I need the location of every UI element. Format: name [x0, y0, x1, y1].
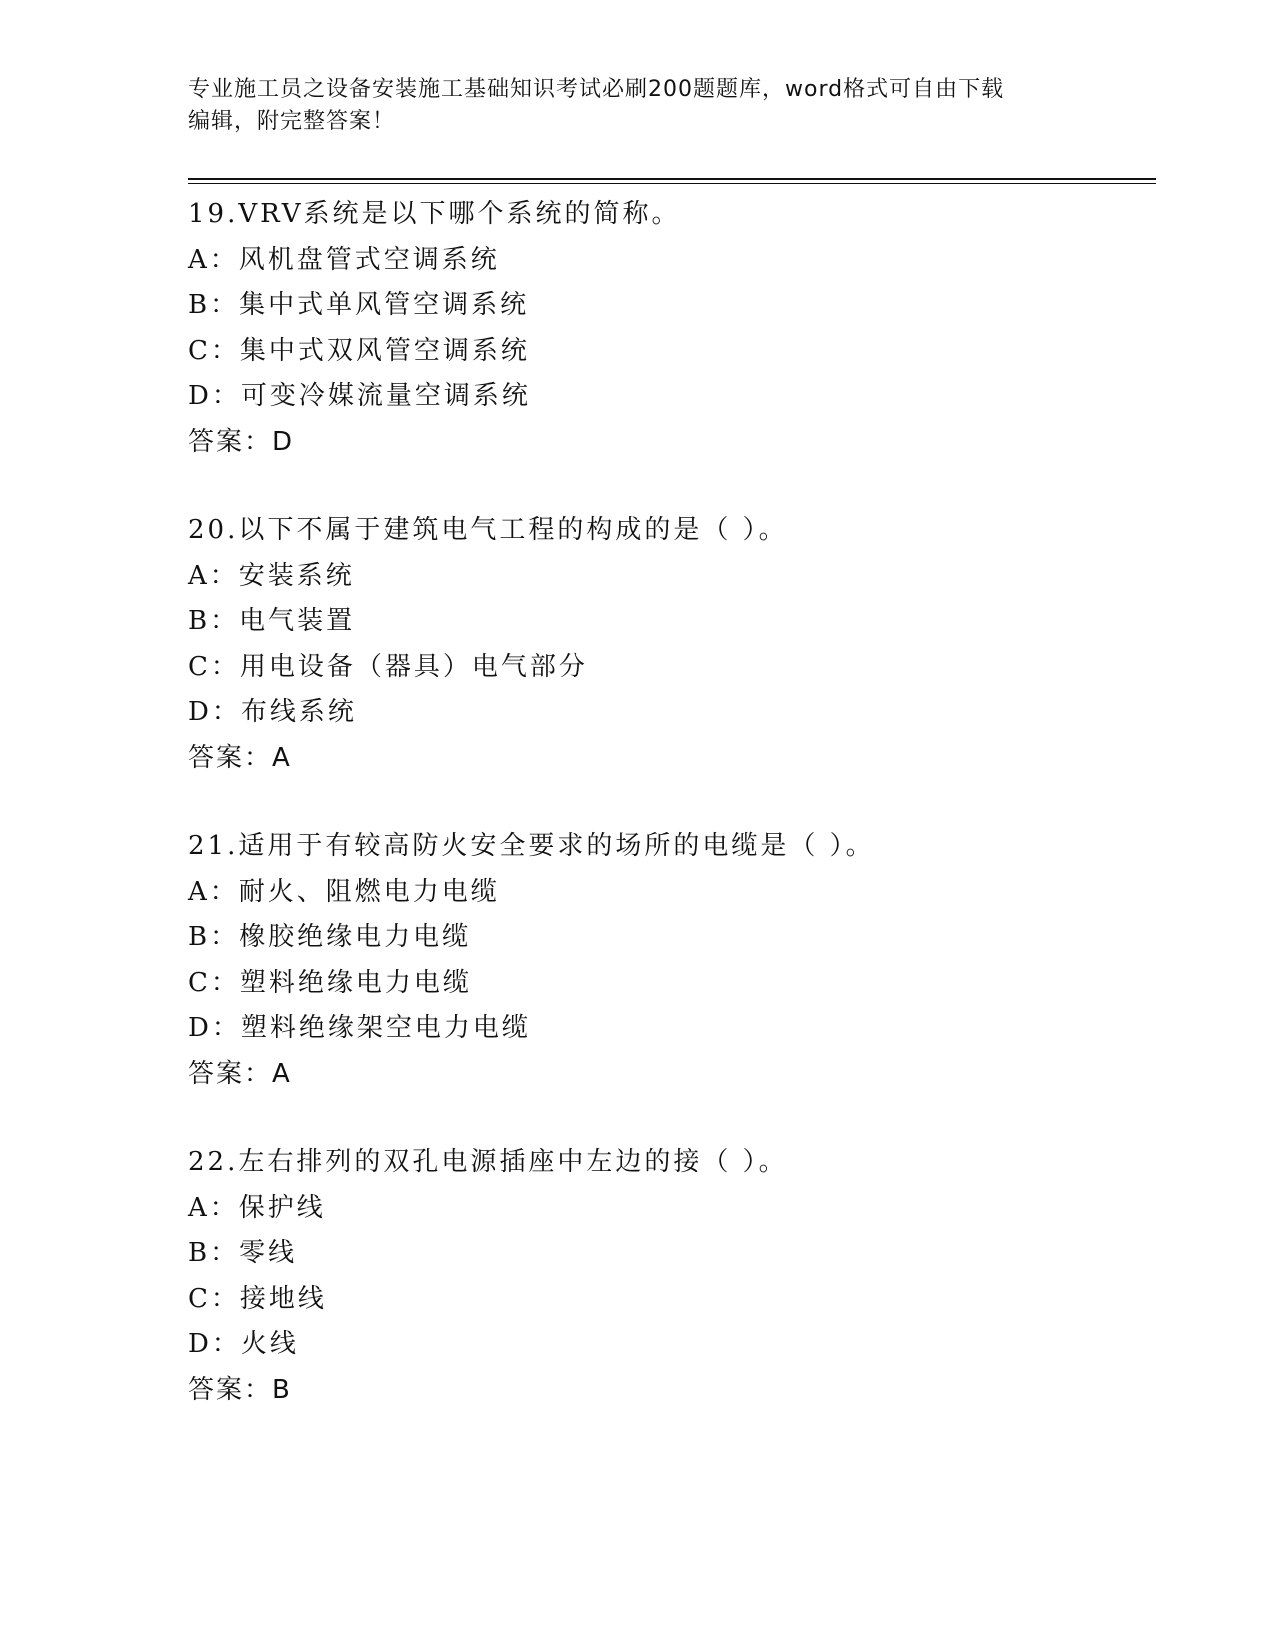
question-stem: 21.适用于有较高防火安全要求的场所的电缆是（ ）。: [188, 831, 875, 861]
answer-line: 答案：B: [188, 1374, 292, 1405]
option-d: D：塑料绝缘架空电力电缆: [188, 1013, 531, 1043]
option-b: B：零线: [188, 1238, 298, 1268]
answer-line: 答案：A: [188, 742, 292, 773]
question-stem: 20.以下不属于建筑电气工程的构成的是（ ）。: [188, 515, 788, 545]
question-stem: 19.VRV系统是以下哪个系统的简称。: [188, 199, 681, 229]
option-b: B：电气装置: [188, 606, 356, 636]
answer-line: 答案：A: [188, 1058, 292, 1089]
option-d: D：布线系统: [188, 697, 357, 727]
option-d: D：火线: [188, 1329, 299, 1359]
option-a: A：耐火、阻燃电力电缆: [188, 876, 500, 907]
document-header: [188, 74, 1078, 138]
option-c: C：接地线: [188, 1283, 327, 1314]
header-line-1: 专业施工员之设备安装施工基础知识考试必刷200题题库，word格式可自由下载: [188, 77, 1005, 102]
header-divider-thick: [188, 178, 1156, 180]
option-d: D：可变冷媒流量空调系统: [188, 381, 531, 411]
question-19: [188, 192, 1148, 465]
question-22: [188, 1140, 1148, 1413]
option-a: A：风机盘管式空调系统: [188, 244, 500, 275]
question-stem: 22.左右排列的双孔电源插座中左边的接（ ）。: [188, 1147, 788, 1177]
header-line-2: 编辑，附完整答案！: [188, 109, 396, 134]
option-a: A：保护线: [188, 1192, 326, 1223]
question-list: [188, 192, 1148, 1456]
option-b: B：集中式单风管空调系统: [188, 290, 530, 320]
option-c: C：用电设备（器具）电气部分: [188, 651, 588, 682]
option-c: C：塑料绝缘电力电缆: [188, 967, 472, 998]
question-21: [188, 824, 1148, 1097]
answer-line: 答案：D: [188, 426, 295, 457]
option-c: C：集中式双风管空调系统: [188, 335, 530, 366]
question-20: [188, 508, 1148, 781]
header-divider-thin: [188, 183, 1156, 184]
option-a: A：安装系统: [188, 560, 355, 591]
option-b: B：橡胶绝缘电力电缆: [188, 922, 472, 952]
